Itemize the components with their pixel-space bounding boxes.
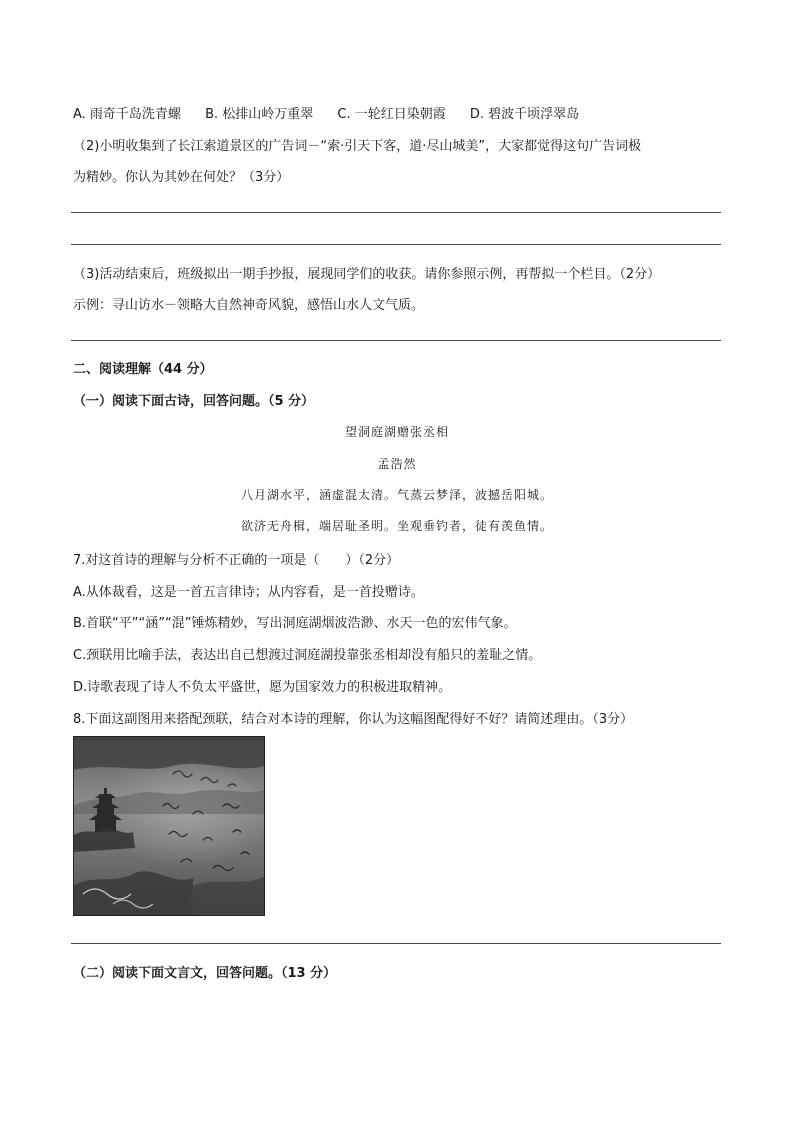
poem-author: 孟浩然 <box>377 457 417 471</box>
part2-heading: （二）阅读下面文言文，回答问题。（13 分） <box>73 966 337 981</box>
q7-option-d: D.诗歌表现了诗人不负太平盛世，愿为国家效力的积极进取精神。 <box>73 680 452 695</box>
answer-line[interactable] <box>71 943 721 944</box>
q7-option-a: A.从体裁看，这是一首五言律诗；从内容看，是一首投赠诗。 <box>73 585 424 600</box>
q6-option-b: B. 松排山岭万重翠 <box>205 107 314 122</box>
answer-line[interactable] <box>71 212 721 213</box>
section2-heading: 二、阅读理解（44 分） <box>73 362 213 377</box>
q8-stem: 8.下面这副图用来搭配颈联，结合对本诗的理解，你认为这幅图配得好不好？请简述理由。（3分） <box>73 712 634 727</box>
ink-painting-image <box>73 736 265 916</box>
q6-2-line2: 为精妙。你认为其妙在何处？（3分） <box>73 170 290 185</box>
poem-line1: 八月湖水平，涵虚混太清。气蒸云梦泽，波撼岳阳城。 <box>240 488 553 502</box>
q6-option-a: A. 雨奇千岛洗青螺 <box>73 107 181 122</box>
q6-3-line1: （3)活动结束后，班级拟出一期手抄报，展现同学们的收获。请你参照示例，再帮拟一个栏目。（2分） <box>73 267 661 282</box>
poem-illustration <box>73 736 265 916</box>
q7-option-c: C.颈联用比喻手法，表达出自己想渡过洞庭湖投靠张丞相却没有船只的羞耻之情。 <box>73 648 542 663</box>
q6-option-c: C. 一轮红日染朝霞 <box>337 107 446 122</box>
q6-3-example: 示例：寻山访水－领略大自然神奇风貌，感悟山水人文气质。 <box>73 298 425 313</box>
poem-line2: 欲济无舟楫，端居耻圣明。坐观垂钓者，徒有羡鱼情。 <box>240 519 553 533</box>
answer-line[interactable] <box>71 340 721 341</box>
q6-options-row <box>73 103 579 122</box>
q6-2-line1: （2)小明收集到了长江索道景区的广告词－“索·引天下客，道·尽山城美”，大家都觉得这句广告词极 <box>73 139 642 154</box>
q7-option-b: B.首联“平”“涵”“混”锤炼精妙，写出洞庭湖烟波浩渺、水天一色的宏伟气象。 <box>73 616 517 631</box>
answer-line[interactable] <box>71 244 721 245</box>
part1-heading: （一）阅读下面古诗，回答问题。（5 分） <box>73 394 315 409</box>
poem-title: 望洞庭湖赠张丞相 <box>344 425 449 439</box>
q7-stem: 7.对这首诗的理解与分析不正确的一项是（ ）（2分） <box>73 553 400 568</box>
q6-option-d: D. 碧波千顷浮翠岛 <box>469 107 580 122</box>
